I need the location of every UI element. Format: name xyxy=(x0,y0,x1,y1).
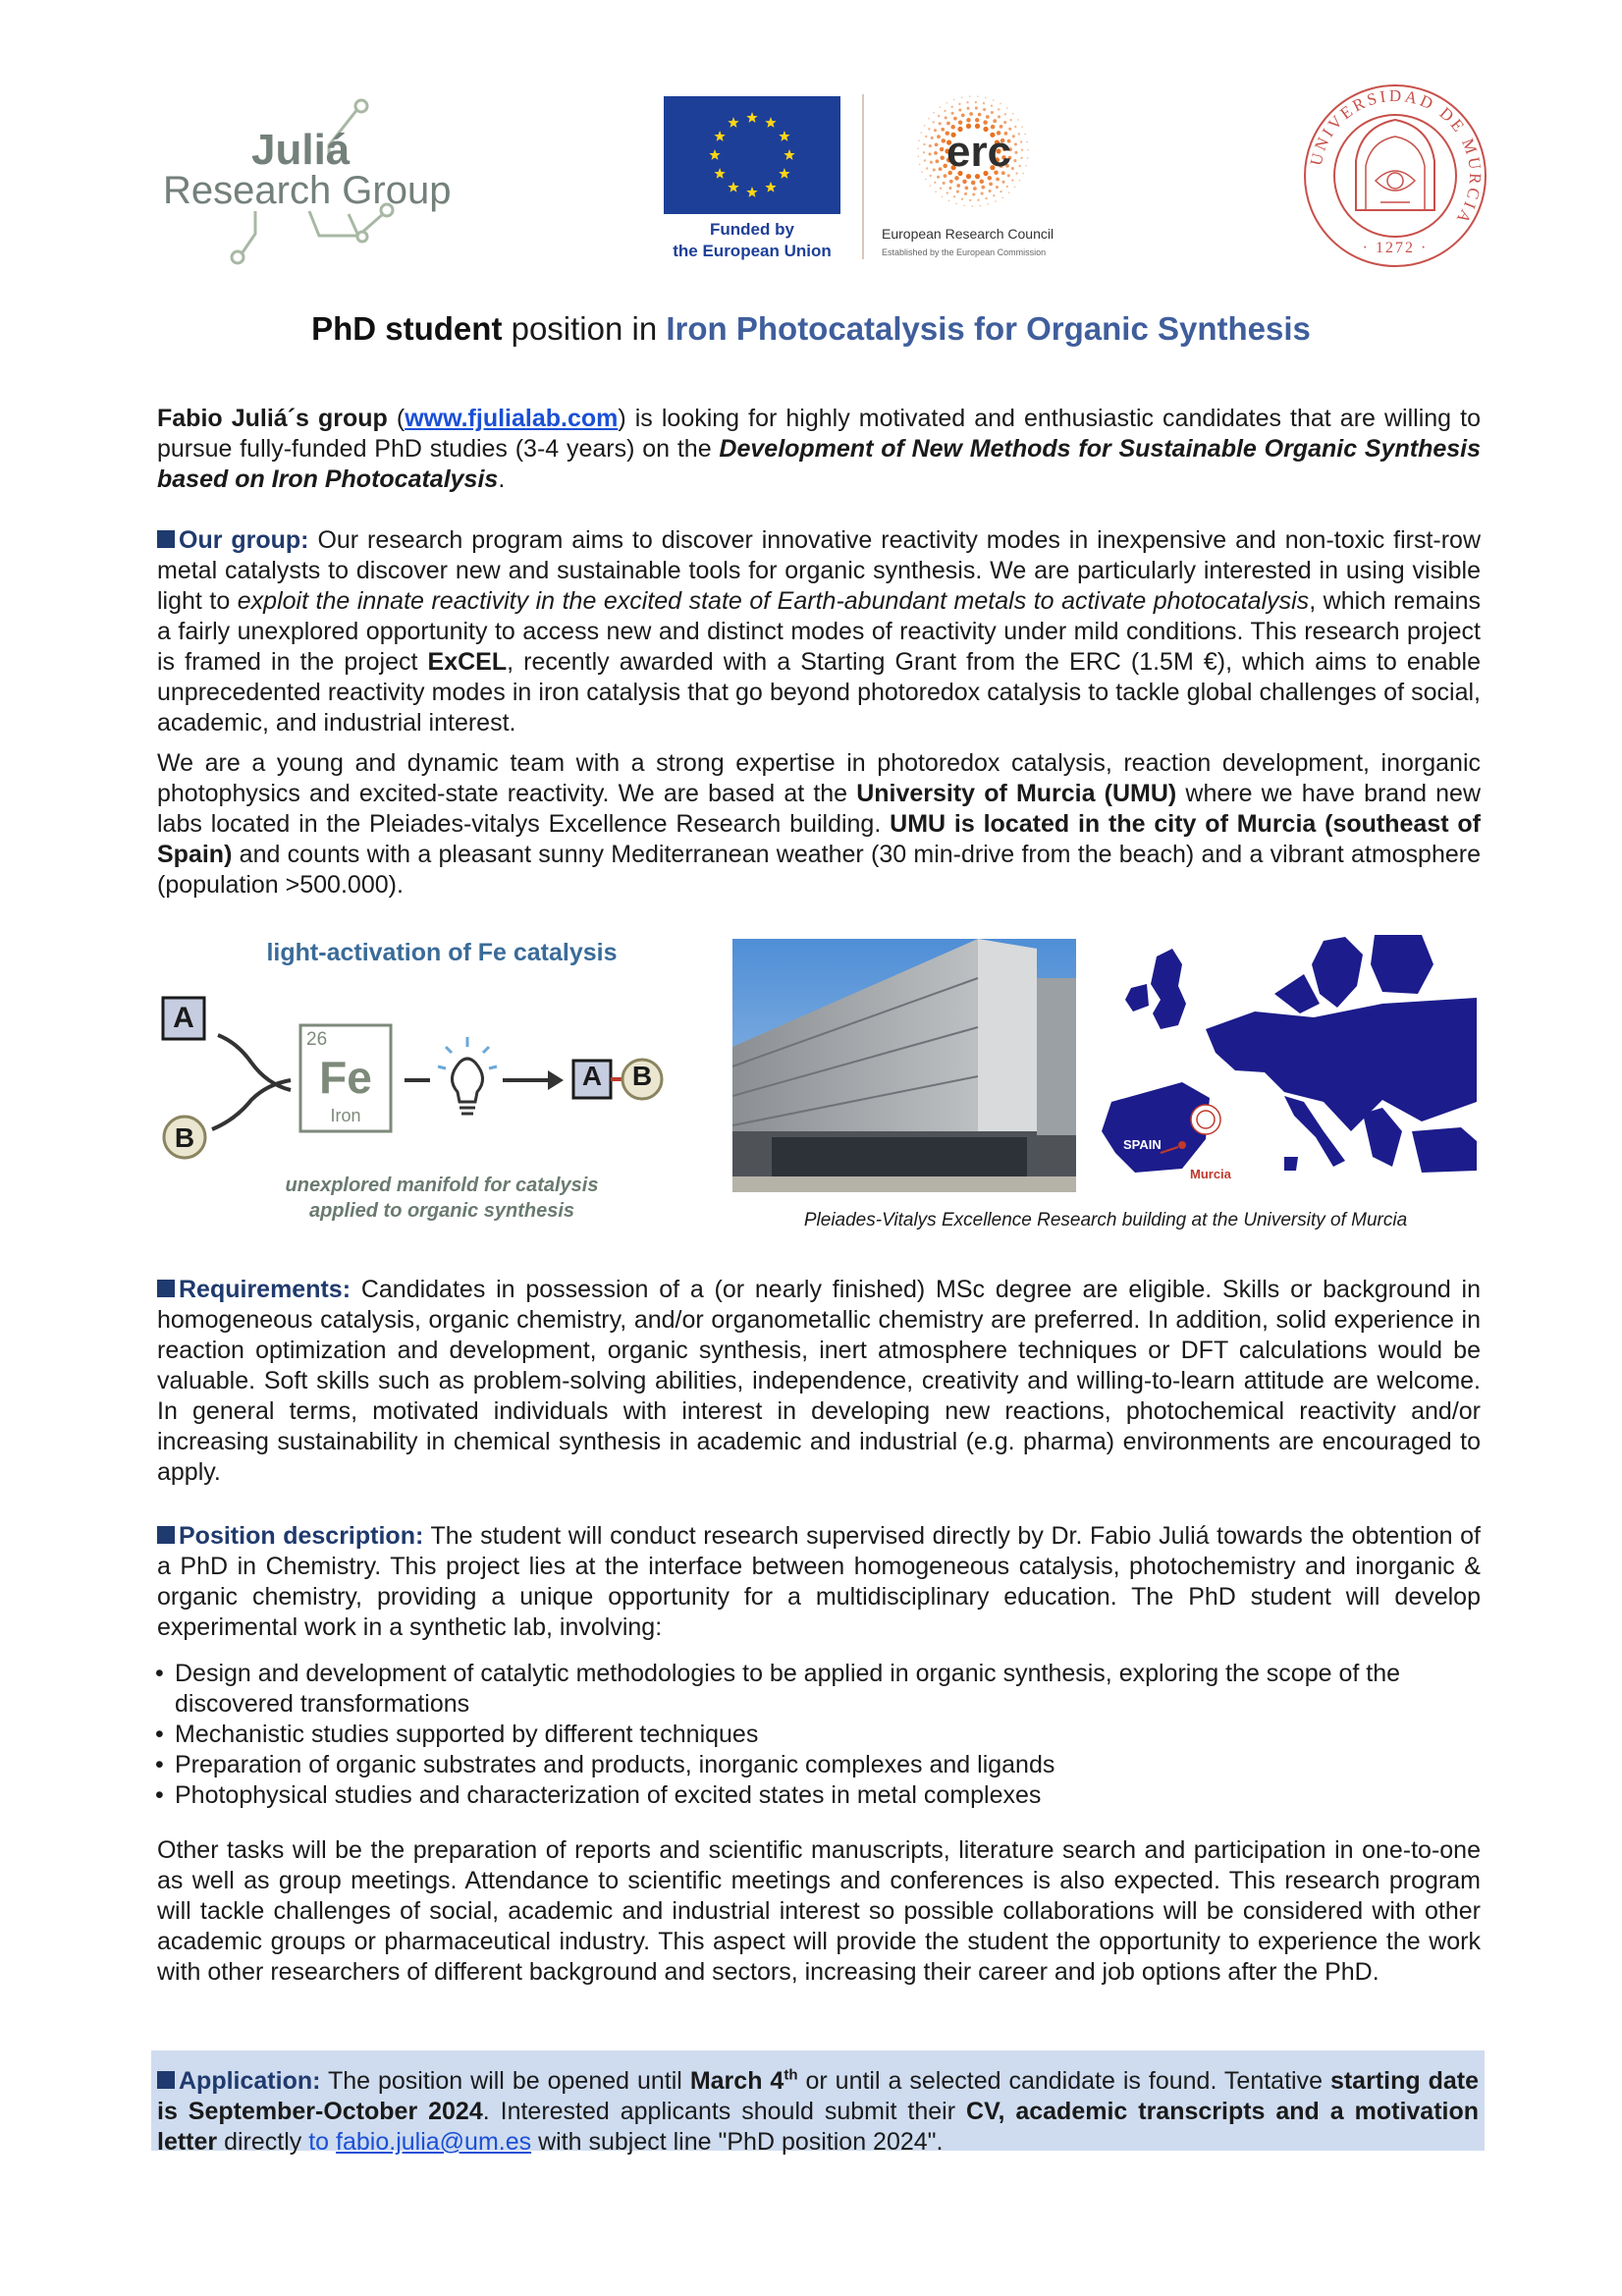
erc-dot xyxy=(946,102,947,104)
erc-dot xyxy=(940,147,945,152)
erc-dot xyxy=(966,107,969,110)
erc-dot xyxy=(993,99,995,101)
erc-dot xyxy=(961,96,963,98)
intro-text: ) is looking for highly motivated and enthusiastic candidates that are willing to pursue fully-funded PhD studies (3-4 years) on the xyxy=(157,405,1481,463)
erc-dot xyxy=(948,200,950,202)
erc-dot xyxy=(917,156,919,158)
erc-dot xyxy=(931,137,934,139)
erc-dot xyxy=(946,191,948,193)
erc-dot xyxy=(943,182,946,185)
erc-dot xyxy=(937,176,940,179)
intro-end: . xyxy=(498,465,506,493)
erc-dot xyxy=(975,107,978,110)
erc-dot xyxy=(1014,151,1017,154)
erc-dot xyxy=(962,180,967,185)
team-paragraph xyxy=(157,748,1481,901)
group-paragraph xyxy=(157,525,1481,738)
section-square-icon xyxy=(157,530,175,548)
section-square-icon xyxy=(157,2071,175,2089)
list-item: • Photophysical studies and characterization of excited states in metal complexes xyxy=(153,1780,1481,1811)
title-mid: position in xyxy=(502,310,667,347)
erc-dot xyxy=(935,191,937,192)
erc-dot xyxy=(930,185,932,187)
erc-dot xyxy=(1021,149,1023,151)
erc-dot xyxy=(1026,141,1028,143)
erc-dot xyxy=(986,115,990,119)
application-text-3: . Interested applicants should submit their xyxy=(482,2098,967,2125)
section-square-icon xyxy=(157,1280,175,1297)
erc-dot xyxy=(980,205,982,207)
erc-dot xyxy=(996,178,1000,182)
eu-funding-logo xyxy=(664,96,840,267)
position-heading: Position description: xyxy=(179,1522,424,1550)
other-tasks-paragraph: Other tasks will be the preparation of reports and scientific manuscripts, literature search and participation in one-to-one as well as group meetings. Attendance to scientific meetings and conferences is also expected. This research program will tackle challenges of social, academic and industrial interest so possible collaborations will be considered with other academic groups or pharmaceutical industry. This aspect will provide the student the opportunity to experience the work with other researchers of different background and sectors, increasing their career and job options after the PhD. xyxy=(157,1836,1481,1986)
erc-dot xyxy=(1024,134,1026,136)
svg-text:UNIVERSIDAD DE MURCIA: UNIVERSIDAD DE MURCIA xyxy=(1306,85,1486,230)
eu-star-icon xyxy=(765,182,776,192)
erc-dot xyxy=(989,183,993,187)
erc-dot xyxy=(975,101,977,103)
application-text-5: with subject line "PhD position 2024". xyxy=(531,2128,944,2156)
erc-dot xyxy=(991,105,993,107)
erc-dot xyxy=(983,108,986,111)
erc-dot xyxy=(993,194,995,196)
spain-label: SPAIN xyxy=(1123,1137,1162,1152)
julia-logo xyxy=(157,98,461,265)
task-list xyxy=(153,1659,1481,1811)
eu-star-icon xyxy=(709,149,720,160)
application-text-2: or until a selected candidate is found. Tentative xyxy=(797,2067,1330,2095)
section-square-icon xyxy=(157,1526,175,1544)
erc-dot xyxy=(978,113,982,117)
erc-dot xyxy=(930,161,933,164)
application-paragraph xyxy=(157,2066,1479,2158)
umu-name: University of Murcia (UMU) xyxy=(856,780,1177,807)
position-paragraph xyxy=(157,1521,1481,1643)
erc-dot xyxy=(1000,191,1001,192)
erc-dot xyxy=(966,118,971,123)
erc-dot xyxy=(969,199,971,201)
eu-star-icon xyxy=(714,168,725,179)
erc-dot xyxy=(961,114,965,118)
fe-atomic-number: 26 xyxy=(306,1029,328,1050)
erc-dot xyxy=(998,108,1000,110)
erc-dot xyxy=(1001,196,1003,198)
erc-dot xyxy=(919,164,921,166)
erc-dot xyxy=(983,102,985,104)
erc-dot xyxy=(934,182,936,184)
application-text-1: The position will be opened until xyxy=(320,2067,690,2095)
group-text-2: , which remains a fairly unexplored opportunity to access new and distinct modes of reactivity under mild conditions. This research project is framed in the project xyxy=(157,587,1482,676)
erc-dot xyxy=(973,187,977,191)
deadline-suffix: th xyxy=(784,2066,798,2084)
erc-dot xyxy=(981,191,984,194)
erc-dot xyxy=(940,155,945,160)
erc-dot xyxy=(929,144,932,147)
erc-dot xyxy=(924,159,926,161)
erc-dot xyxy=(964,192,967,195)
building-photo-illustration xyxy=(732,939,1076,1192)
erc-dot xyxy=(1014,187,1016,189)
erc-logo xyxy=(880,94,1066,267)
erc-dot xyxy=(1020,157,1022,159)
title-topic: Iron Photocatalysis for Organic Synthesis xyxy=(666,310,1311,347)
erc-dot xyxy=(949,180,953,184)
eu-text-line1: Funded by xyxy=(710,220,794,239)
eu-star-icon xyxy=(714,131,725,141)
requirements-paragraph xyxy=(157,1275,1481,1488)
eu-star-icon xyxy=(765,117,776,128)
erc-dot xyxy=(926,167,928,169)
murcia-marker xyxy=(1178,1141,1186,1149)
page-title xyxy=(0,310,1622,348)
erc-dot xyxy=(946,122,950,126)
erc-dot xyxy=(1017,119,1019,121)
erc-dot xyxy=(940,106,942,108)
erc-dot xyxy=(935,143,939,147)
photo-caption: Pleiades-Vitalys Excellence Research building at the University of Murcia xyxy=(803,1210,1408,1230)
eu-star-icon xyxy=(728,117,738,128)
scheme-caption-line2: applied to organic synthesis xyxy=(308,1200,575,1222)
team-text-1: We are a young and dynamic team with a strong expertise in photoredox catalysis, reaction development, inorganic photophysics and excited-state reactivity. We are based at the xyxy=(157,749,1481,807)
erc-dot xyxy=(1012,135,1015,137)
erc-dot xyxy=(958,108,961,111)
light-bulb-icon xyxy=(438,1037,497,1114)
erc-dot xyxy=(955,203,957,205)
eu-stars-icon xyxy=(664,96,840,214)
erc-dot xyxy=(1020,140,1022,142)
fe-name: Iron xyxy=(330,1106,361,1125)
erc-dot xyxy=(939,122,942,125)
erc-dot xyxy=(1009,119,1011,121)
erc-dot xyxy=(939,167,943,171)
umu-seal xyxy=(1302,82,1488,269)
erc-dot xyxy=(923,143,925,145)
list-item: • Preparation of organic substrates and products, inorganic complexes and ligands xyxy=(153,1750,1481,1780)
team-text-3: and counts with a pleasant sunny Mediterranean weather (30 min-drive from the beach) and a vibrant atmosphere (population >500.000). xyxy=(157,841,1481,899)
product-a-label: A xyxy=(581,1061,603,1091)
title-role: PhD student xyxy=(311,310,503,347)
group-text-3: , recently awarded with a Starting Grant from the ERC (1.5M €), which aims to enable unprecedented reactivity modes in iron catalysis that go beyond photoredox catalysis to tackle global challenges of social, academic, and industrial interest. xyxy=(157,648,1481,737)
erc-dot xyxy=(928,118,930,120)
erc-dot xyxy=(937,135,941,138)
erc-dot xyxy=(917,147,919,149)
application-to: to xyxy=(308,2128,337,2156)
eu-star-icon xyxy=(728,182,738,192)
erc-dot xyxy=(945,116,947,119)
erc-dot xyxy=(995,200,997,202)
intro-group-name: Fabio Juliá´s group xyxy=(157,405,388,432)
eu-star-icon xyxy=(746,187,757,197)
erc-dot xyxy=(1006,186,1008,188)
erc-dot xyxy=(969,112,973,116)
erc-dot xyxy=(985,97,987,99)
application-heading: Application: xyxy=(179,2067,321,2095)
julia-name: Juliá xyxy=(251,126,351,174)
erc-dot xyxy=(1027,157,1029,159)
eu-star-icon xyxy=(779,168,789,179)
erc-dot xyxy=(958,103,960,105)
murcia-label: Murcia xyxy=(1190,1167,1231,1181)
erc-dot xyxy=(958,120,963,125)
murcia-seal-icon xyxy=(1191,1105,1220,1134)
list-item: • Mechanistic studies supported by different techniques xyxy=(153,1720,1481,1750)
erc-dot xyxy=(1004,113,1006,115)
erc-dot xyxy=(1019,180,1021,182)
eu-star-icon xyxy=(784,149,794,160)
erc-dot xyxy=(951,106,953,108)
erc-dot xyxy=(985,197,987,199)
fe-symbol: Fe xyxy=(319,1052,372,1103)
erc-dot xyxy=(988,203,990,205)
erc-dot xyxy=(969,95,971,97)
erc-dot xyxy=(938,115,940,117)
erc-dot xyxy=(934,129,937,132)
erc-dot xyxy=(1015,172,1017,174)
erc-dot xyxy=(1000,103,1001,105)
erc-dot xyxy=(983,120,988,125)
contact-email-link[interactable]: fabio.julia@um.es xyxy=(336,2128,532,2156)
group-text-1: Our research program aims to discover innovative reactivity modes in inexpensive and non-toxic first-row metal catalysts to discover new and sustainable tools for organic synthesis. We are particularly interested in using visible light to xyxy=(157,526,1481,615)
erc-dot xyxy=(961,198,963,200)
erc-dot xyxy=(1006,107,1008,109)
team-text-2: where we have brand new labs located in the Pleiades-vitalys Excellence Research building. xyxy=(157,780,1481,838)
erc-dot xyxy=(936,159,940,163)
erc-dot xyxy=(1001,181,1004,184)
product-b-label: B xyxy=(631,1061,653,1091)
erc-dot xyxy=(1013,159,1016,162)
erc-dot xyxy=(975,118,980,123)
erc-dot xyxy=(951,112,954,115)
erc-dot xyxy=(941,128,945,132)
erc-dot xyxy=(953,99,955,101)
erc-dot xyxy=(971,205,973,207)
erc-dot xyxy=(1022,173,1024,175)
umu-year: · 1272 · xyxy=(1362,240,1429,256)
required-documents: CV, academic transcripts and a motivation letter xyxy=(157,2098,1480,2156)
reactant-b-label: B xyxy=(174,1122,195,1153)
erc-dot xyxy=(933,168,936,171)
building-photo xyxy=(732,939,1076,1192)
eu-star-icon xyxy=(746,112,757,123)
intro-open: ( xyxy=(387,405,406,432)
erc-dot xyxy=(989,190,992,192)
erc-dot xyxy=(1025,165,1027,167)
deadline-date: March 4 xyxy=(689,2067,784,2095)
erc-dot xyxy=(942,195,944,197)
eu-flag xyxy=(664,96,840,214)
erc-dot xyxy=(977,199,979,201)
lab-website-link[interactable]: www.fjulialab.com xyxy=(405,405,619,432)
project-name: ExCEL xyxy=(427,648,508,676)
erc-dot xyxy=(948,187,951,190)
erc-dot xyxy=(977,95,979,97)
eu-star-icon xyxy=(779,131,789,141)
erc-dot xyxy=(963,204,965,206)
erc-dot xyxy=(981,186,985,190)
erc-dot xyxy=(980,180,985,185)
list-item: • Design and development of catalytic methodologies to be applied in organic synthesis, exploring the scope of the discovered transformations xyxy=(153,1659,1481,1720)
erc-dot xyxy=(1014,126,1016,128)
erc-dot xyxy=(971,181,976,186)
erc-dot xyxy=(925,136,927,137)
intro-project-title: Development of New Methods for Sustainable Organic Synthesis based on Iron Photocatalysis xyxy=(157,435,1482,493)
erc-dot xyxy=(1019,165,1021,167)
erc-dot xyxy=(972,192,975,195)
erc-sub: Established by the European Commission xyxy=(882,247,1047,257)
eu-text-line2: the European Union xyxy=(673,242,832,260)
erc-dot xyxy=(924,125,926,127)
requirements-heading: Requirements: xyxy=(179,1276,351,1303)
erc-dot xyxy=(953,195,955,197)
erc-dot xyxy=(956,191,959,193)
erc-dot xyxy=(1027,149,1029,151)
erc-dot xyxy=(925,179,927,181)
erc-dot xyxy=(944,110,946,112)
position-text: The student will conduct research supervised directly by Dr. Fabio Juliá towards the obtention of a PhD in Chemistry. This project lies at the interface between homogeneous catalysis, photochemistry and inorganic & organic chemistry, providing a unique opportunity for a multidisciplinary education. The PhD student will develop experimental work in a synthetic lab, involving: xyxy=(157,1522,1482,1641)
application-text-4: directly xyxy=(217,2128,309,2156)
erc-dot xyxy=(953,117,957,121)
scheme-title: light-activation of Fe catalysis xyxy=(266,939,618,966)
erc-dot xyxy=(1012,113,1014,115)
intro-paragraph xyxy=(157,404,1481,495)
scheme-caption-line1: unexplored manifold for catalysis xyxy=(285,1175,599,1196)
requirements-text: Candidates in possession of a (or nearly finished) MSc degree are eligible. Skills or background in homogeneous catalysis, organic chemistry, and/or organometallic chemistry are preferred. In addition, solid experience in reaction optimization and development, organic synthesis, inert atmosphere techniques or DFT calculations would be valuable. Soft skills such as problem-solving abilities, independence, creativity and willing-to-learn attitude are welcome. In general terms, motivated individuals with interest in developing new reactions, photochemical reactivity and/or increasing sustainability in chemical synthesis in academic and industrial (e.g. pharma) environments are encouraged to apply. xyxy=(157,1276,1481,1486)
erc-dot xyxy=(923,151,925,153)
erc-dot xyxy=(965,187,969,191)
erc-dot xyxy=(1003,121,1006,124)
erc-dot xyxy=(942,138,946,143)
erc-dot xyxy=(921,171,923,173)
start-date: starting date is September-October 2024 xyxy=(157,2067,1480,2125)
erc-dot xyxy=(933,121,935,123)
erc-dot xyxy=(993,119,997,123)
erc-dot xyxy=(1021,126,1023,128)
erc-dot xyxy=(929,152,932,155)
erc-mark: erc xyxy=(946,128,1012,176)
erc-dot xyxy=(966,101,968,103)
erc-dot xyxy=(933,112,935,114)
group-heading: Our group: xyxy=(179,526,309,554)
erc-dot xyxy=(1008,191,1010,193)
erc-dot xyxy=(991,111,994,114)
group-emphasis: exploit the innate reactivity in the excited state of Earth-abundant metals to activate photocatalysis xyxy=(237,587,1310,615)
erc-dot xyxy=(956,184,960,188)
europe-map xyxy=(1088,935,1477,1192)
reactant-a-label: A xyxy=(173,1002,194,1034)
europe-map-illustration xyxy=(1088,935,1477,1192)
erc-dot xyxy=(1011,179,1013,181)
erc-name: European Research Council xyxy=(882,226,1054,242)
erc-dot xyxy=(996,186,999,189)
erc-dot xyxy=(1018,133,1020,135)
erc-dot xyxy=(920,132,922,134)
logo-divider xyxy=(862,94,864,259)
julia-subtitle: Research Group xyxy=(163,169,452,212)
erc-dot xyxy=(1011,167,1014,170)
erc-dot xyxy=(918,139,920,141)
erc-dot xyxy=(998,115,1000,118)
umu-location: UMU is located in the city of Murcia (southeast of Spain) xyxy=(157,810,1481,868)
erc-dot xyxy=(1014,142,1017,145)
erc-dot xyxy=(934,151,938,155)
erc-dot xyxy=(928,128,930,130)
erc-dot xyxy=(940,188,942,190)
erc-dot xyxy=(930,175,932,177)
